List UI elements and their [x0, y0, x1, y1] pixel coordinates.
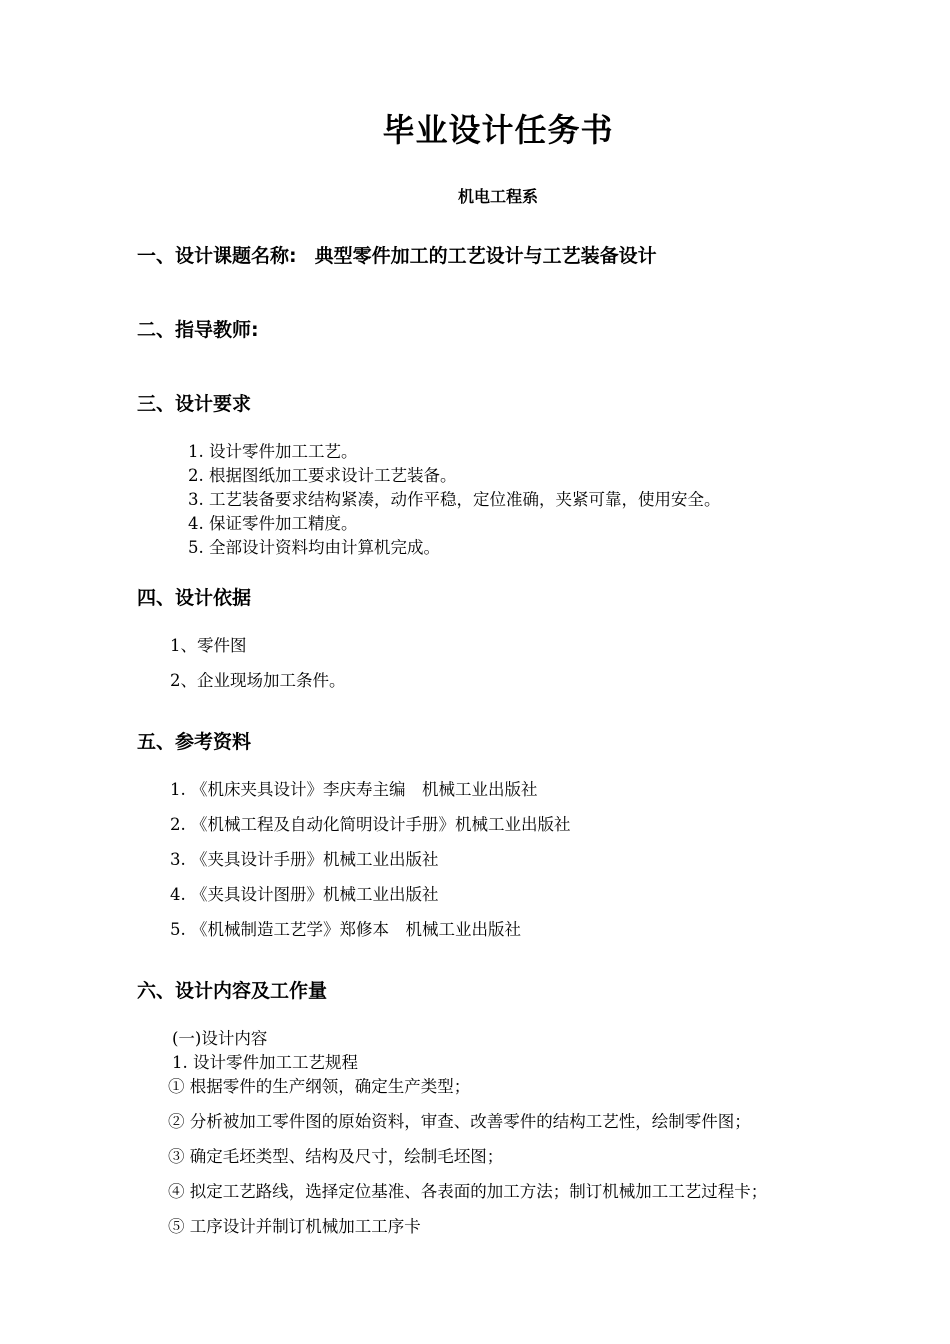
topic-value: 典型零件加工的工艺设计与工艺装备设计 — [314, 245, 657, 267]
reference-item: 2. 《机械工程及自动化简明设计手册》机械工业出版社 — [170, 815, 571, 834]
content-step: ② 分析被加工零件图的原始资料，审查、改善零件的结构工艺性，绘制零件图； — [168, 1112, 751, 1131]
content-step: ⑤ 工序设计并制订机械加工工序卡 — [168, 1217, 421, 1236]
requirement-item: 1. 设计零件加工工艺。 — [188, 442, 358, 461]
section-heading-references: 五、参考资料 — [137, 731, 252, 753]
reference-item: 3. 《夹具设计手册》机械工业出版社 — [170, 850, 439, 869]
content-step: ① 根据零件的生产纲领，确定生产类型； — [168, 1077, 471, 1096]
department-name: 机电工程系 — [457, 187, 538, 206]
basis-item: 1、零件图 — [170, 636, 247, 655]
section-heading-basis: 四、设计依据 — [137, 587, 252, 609]
reference-item: 1. 《机床夹具设计》李庆寿主编 机械工业出版社 — [170, 780, 538, 799]
section-heading-content: 六、设计内容及工作量 — [137, 980, 328, 1002]
topic-label: 一、设计课题名称: — [137, 245, 297, 267]
section-heading-advisor: 二、指导教师: — [137, 319, 259, 341]
basis-item: 2、企业现场加工条件。 — [170, 671, 346, 690]
reference-item: 4. 《夹具设计图册》机械工业出版社 — [170, 885, 439, 904]
reference-item: 5. 《机械制造工艺学》郑修本 机械工业出版社 — [170, 920, 521, 939]
document-title: 毕业设计任务书 — [382, 111, 614, 149]
section-heading-topic — [137, 243, 657, 269]
requirement-item: 3. 工艺装备要求结构紧凑，动作平稳，定位准确，夹紧可靠，使用安全。 — [188, 490, 721, 509]
requirement-item: 4. 保证零件加工精度。 — [188, 514, 358, 533]
requirement-item: 2. 根据图纸加工要求设计工艺装备。 — [188, 466, 457, 485]
requirement-item: 5. 全部设计资料均由计算机完成。 — [188, 538, 440, 557]
content-subheading: (一)设计内容 — [172, 1029, 268, 1048]
content-step: ④ 拟定工艺路线，选择定位基准、各表面的加工方法；制订机械加工工艺过程卡； — [168, 1182, 768, 1201]
section-heading-requirements: 三、设计要求 — [137, 393, 252, 415]
content-item-title: 1. 设计零件加工工艺规程 — [172, 1053, 358, 1072]
content-step: ③ 确定毛坯类型、结构及尺寸，绘制毛坯图； — [168, 1147, 504, 1166]
